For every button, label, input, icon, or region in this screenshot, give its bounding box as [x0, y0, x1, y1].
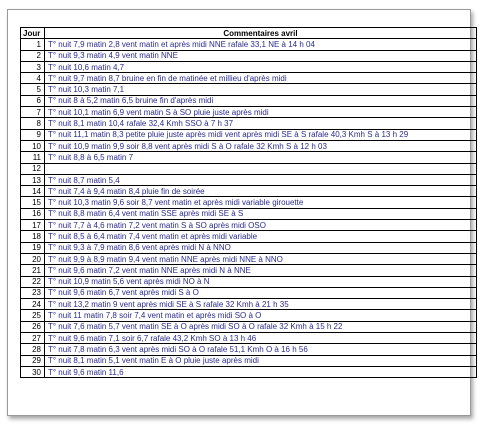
comment-cell: T° nuit 8,7 matin 5,4 [45, 174, 477, 185]
day-cell: 28 [21, 344, 45, 355]
day-cell: 9 [21, 129, 45, 140]
comment-cell: T° nuit 9,3 matin 4,9 vent matin NNE [45, 50, 477, 61]
table-row [21, 231, 477, 242]
day-cell: 17 [21, 220, 45, 231]
comment-cell: T° nuit 10,9 matin 9,9 soir 8,8 vent après midi S à O rafale 32 Kmh S à 12 h 03 [45, 140, 477, 151]
comment-cell: T° nuit 7,4 à 9,4 matin 8,4 pluie fin de soirée [45, 186, 477, 197]
table-row [21, 50, 477, 61]
day-cell: 6 [21, 95, 45, 106]
day-cell: 2 [21, 50, 45, 61]
comments-table [20, 27, 477, 378]
comment-cell: T° nuit 8,5 à 6,4 matin 7,4 vent matin et après midi variable [45, 231, 477, 242]
day-cell: 14 [21, 186, 45, 197]
day-cell: 13 [21, 174, 45, 185]
header-day: Jour [21, 28, 45, 39]
table-row [21, 118, 477, 129]
comment-cell: T° nuit 10,1 matin 6,9 vent matin S à SO pluie juste après midi [45, 107, 477, 118]
header-row [21, 28, 477, 39]
table-row [21, 310, 477, 321]
comment-cell: T° nuit 8,8 à 6,5 matin 7 [45, 152, 477, 163]
comment-cell: T° nuit 9,3 à 7,9 matin 8,6 vent après midi N à NNO [45, 242, 477, 253]
comment-cell: T° nuit 9,6 matin 11,6 [45, 366, 477, 377]
day-cell: 22 [21, 276, 45, 287]
day-cell: 29 [21, 355, 45, 366]
day-cell: 21 [21, 265, 45, 276]
day-cell: 25 [21, 310, 45, 321]
table-row [21, 253, 477, 264]
day-cell: 5 [21, 84, 45, 95]
day-cell: 18 [21, 231, 45, 242]
table-row [21, 61, 477, 72]
day-cell: 7 [21, 107, 45, 118]
day-cell: 27 [21, 333, 45, 344]
comment-cell: T° nuit 9,7 matin 8,7 bruine en fin de matinée et millieu d'après midi [45, 73, 477, 84]
comment-cell: T° nuit 8,8 matin 6,4 vent matin SSE après midi SE à S [45, 208, 477, 219]
table-row [21, 333, 477, 344]
comment-cell: T° nuit 9,6 matin 7,1 soir 6,7 rafale 43,2 Kmh SO à 13 h 46 [45, 333, 477, 344]
comment-cell: T° nuit 9,9 à 8,9 matin 9,4 vent matin NNE après midi NNE à NNO [45, 253, 477, 264]
comment-cell: T° nuit 9,6 matin 6,7 vent après midi S à O [45, 287, 477, 298]
table-row [21, 174, 477, 185]
day-cell: 11 [21, 152, 45, 163]
comment-cell: T° nuit 9,6 matin 7,2 vent matin NNE après midi N à NNE [45, 265, 477, 276]
day-cell: 8 [21, 118, 45, 129]
comment-cell: T° nuit 10,6 matin 4,7 [45, 61, 477, 72]
comment-cell: T° nuit 10,3 matin 7,1 [45, 84, 477, 95]
day-cell: 26 [21, 321, 45, 332]
table-row [21, 321, 477, 332]
table-row [21, 265, 477, 276]
comment-cell: T° nuit 7,9 matin 2,8 vent matin et après midi NNE rafale 33,1 NE à 14 h 04 [45, 39, 477, 50]
comment-cell: T° nuit 7,8 matin 6,3 vent après midi SO à O rafale 51,1 Kmh O à 16 h 56 [45, 344, 477, 355]
comment-cell [45, 163, 477, 174]
comment-cell: T° nuit 7,7 à 4,6 matin 7,2 vent matin S à SO après midi OSO [45, 220, 477, 231]
comment-cell: T° nuit 11,1 matin 8,3 petite pluie juste après midi vent après midi SE à S rafale 40,3 Kmh S à 13 h 29 [45, 129, 477, 140]
table-row [21, 84, 477, 95]
table-row [21, 186, 477, 197]
day-cell: 15 [21, 197, 45, 208]
table-row [21, 140, 477, 151]
comment-cell: T° nuit 10,9 matin 5,6 vent après midi NO à N [45, 276, 477, 287]
day-cell: 12 [21, 163, 45, 174]
comment-cell: T° nuit 13,2 matin 9 vent après midi SE à S rafale 32 Kmh à 21 h 35 [45, 299, 477, 310]
day-cell: 20 [21, 253, 45, 264]
table-row [21, 208, 477, 219]
day-cell: 16 [21, 208, 45, 219]
table-row [21, 299, 477, 310]
comment-cell: T° nuit 11 matin 7,8 soir 7,4 vent matin et après midi SO à O [45, 310, 477, 321]
table-row [21, 197, 477, 208]
day-cell: 10 [21, 140, 45, 151]
table-row [21, 152, 477, 163]
comment-cell: T° nuit 8,1 matin 5,1 vent matin E à O pluie juste après midi [45, 355, 477, 366]
table-body [21, 39, 477, 378]
table-row [21, 366, 477, 377]
header-comments: Commentaires avril [45, 28, 477, 39]
day-cell: 19 [21, 242, 45, 253]
table-row [21, 287, 477, 298]
comment-cell: T° nuit 8 à 5,2 matin 6,5 bruine fin d'après midi [45, 95, 477, 106]
table-row [21, 242, 477, 253]
table-row [21, 129, 477, 140]
table-row [21, 220, 477, 231]
table-row [21, 276, 477, 287]
table-row [21, 73, 477, 84]
table-row [21, 95, 477, 106]
comment-cell: T° nuit 7,6 matin 5,7 vent matin SE à O après midi SO à O rafale 32 Kmh à 15 h 22 [45, 321, 477, 332]
day-cell: 4 [21, 73, 45, 84]
table-row [21, 39, 477, 50]
table-row [21, 107, 477, 118]
comment-cell: T° nuit 8,1 matin 10,4 rafale 32,4 Kmh SSO à 7 h 37 [45, 118, 477, 129]
day-cell: 30 [21, 366, 45, 377]
day-cell: 24 [21, 299, 45, 310]
table-row [21, 344, 477, 355]
day-cell: 23 [21, 287, 45, 298]
day-cell: 1 [21, 39, 45, 50]
table-row [21, 355, 477, 366]
table-row [21, 163, 477, 174]
comment-cell: T° nuit 10,3 matin 9,6 soir 8,7 vent matin et après midi variable girouette [45, 197, 477, 208]
day-cell: 3 [21, 61, 45, 72]
